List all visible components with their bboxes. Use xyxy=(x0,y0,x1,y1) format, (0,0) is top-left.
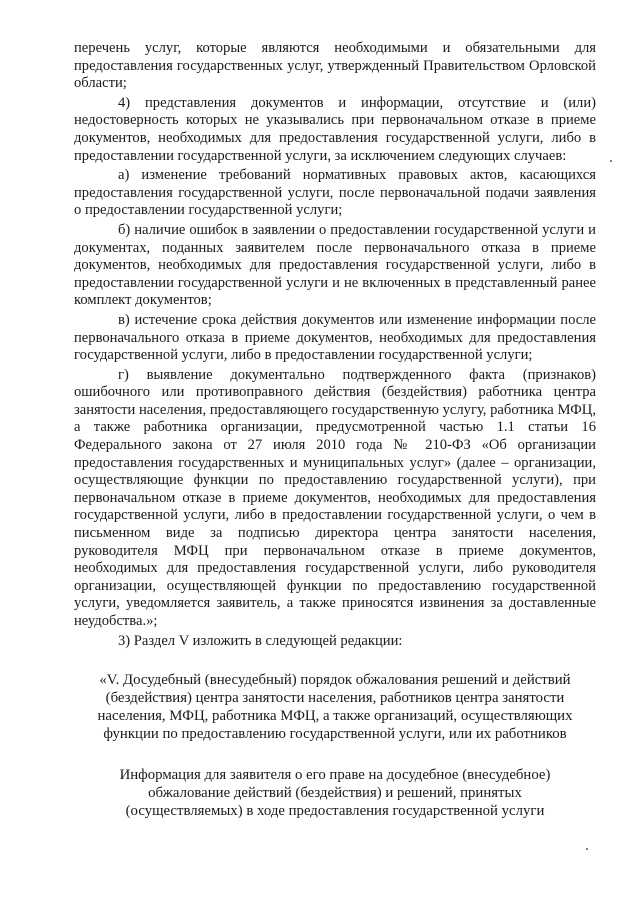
paragraph-item-a: а) изменение требований нормативных правовых актов, касающихся предоставления государственной услуги, после первоначальной подачи заявления о предоставлении государственной услуги; xyxy=(74,167,596,219)
paragraph-item-v: в) истечение срока действия документов или изменение информации после первоначального отказа в приеме документов, необходимых для предоставления государственной услуги, либо в предоставлении государственной услуги; xyxy=(74,311,596,364)
section-heading: «V. Досудебный (внесудебный) порядок обжалования решений и действий (бездействия) центра занятости населения, работников центра занятости населения, МФЦ, работника МФЦ, а также организаций, осуществляющих функции по предоставлению государственной услуги, или их работников xyxy=(97,672,573,742)
scan-speck xyxy=(610,160,612,162)
paragraph-item-4: 4) представления документов и информации, отсутствие и (или) недостоверность которых не указывались при первоначальном отказе в приеме документов, необходимых для предоставления государственной услуги, либо в предоставлении государственной услуги, за исключением следующих случаев: xyxy=(74,94,596,164)
scan-speck xyxy=(586,848,588,850)
paragraph-continuation: перечень услуг, которые являются необходимыми и обязательными для предоставления государственных услуг, утвержденный Правительством Орловской области; xyxy=(74,40,596,92)
paragraph-item-b: б) наличие ошибок в заявлении о предоставлении государственной услуги и документах, поданных заявителем после первоначального отказа в приеме документов, необходимых для предоставления государственной услуги, либо в предоставлении государственной услуги и не включенных в представленный ранее комплект документов; xyxy=(74,221,596,309)
paragraph-item-3: 3) Раздел V изложить в следующей редакции: xyxy=(118,632,403,649)
info-heading: Информация для заявителя о его праве на досудебное (внесудебное) обжалование действий (бездействия) и решений, принятых (осуществляемых) в ходе предоставления государственной услуги xyxy=(119,767,551,819)
paragraph-item-g: г) выявление документально подтвержденного факта (признаков) ошибочного или противоправного действия (бездействия) работника центра занятости населения, предоставляющего государственную услугу, работника МФЦ, а также работника организации, предусмотренной частью 1.1 статьи 16 Федерального закона от 27 июля 2010 года № 210-ФЗ «Об организации предоставления государственных и муниципальных услуг» (далее – организации, осуществляющие функции по предоставлению государственной услуги), при первоначальном отказе в приеме документов, необходимых для предоставления государственной услуги, либо в предоставлении государственной услуги, о чем в письменном виде за подписью директора центра занятости населения, руководителя МФЦ при первоначальном отказе в приеме документов, необходимых для предоставления государственной услуги, либо руководителя организации, осуществляющей функции по предоставлению государственной услуги, уведомляется заявитель, а также приносятся извинения за доставленные неудобства.»; xyxy=(74,366,596,629)
